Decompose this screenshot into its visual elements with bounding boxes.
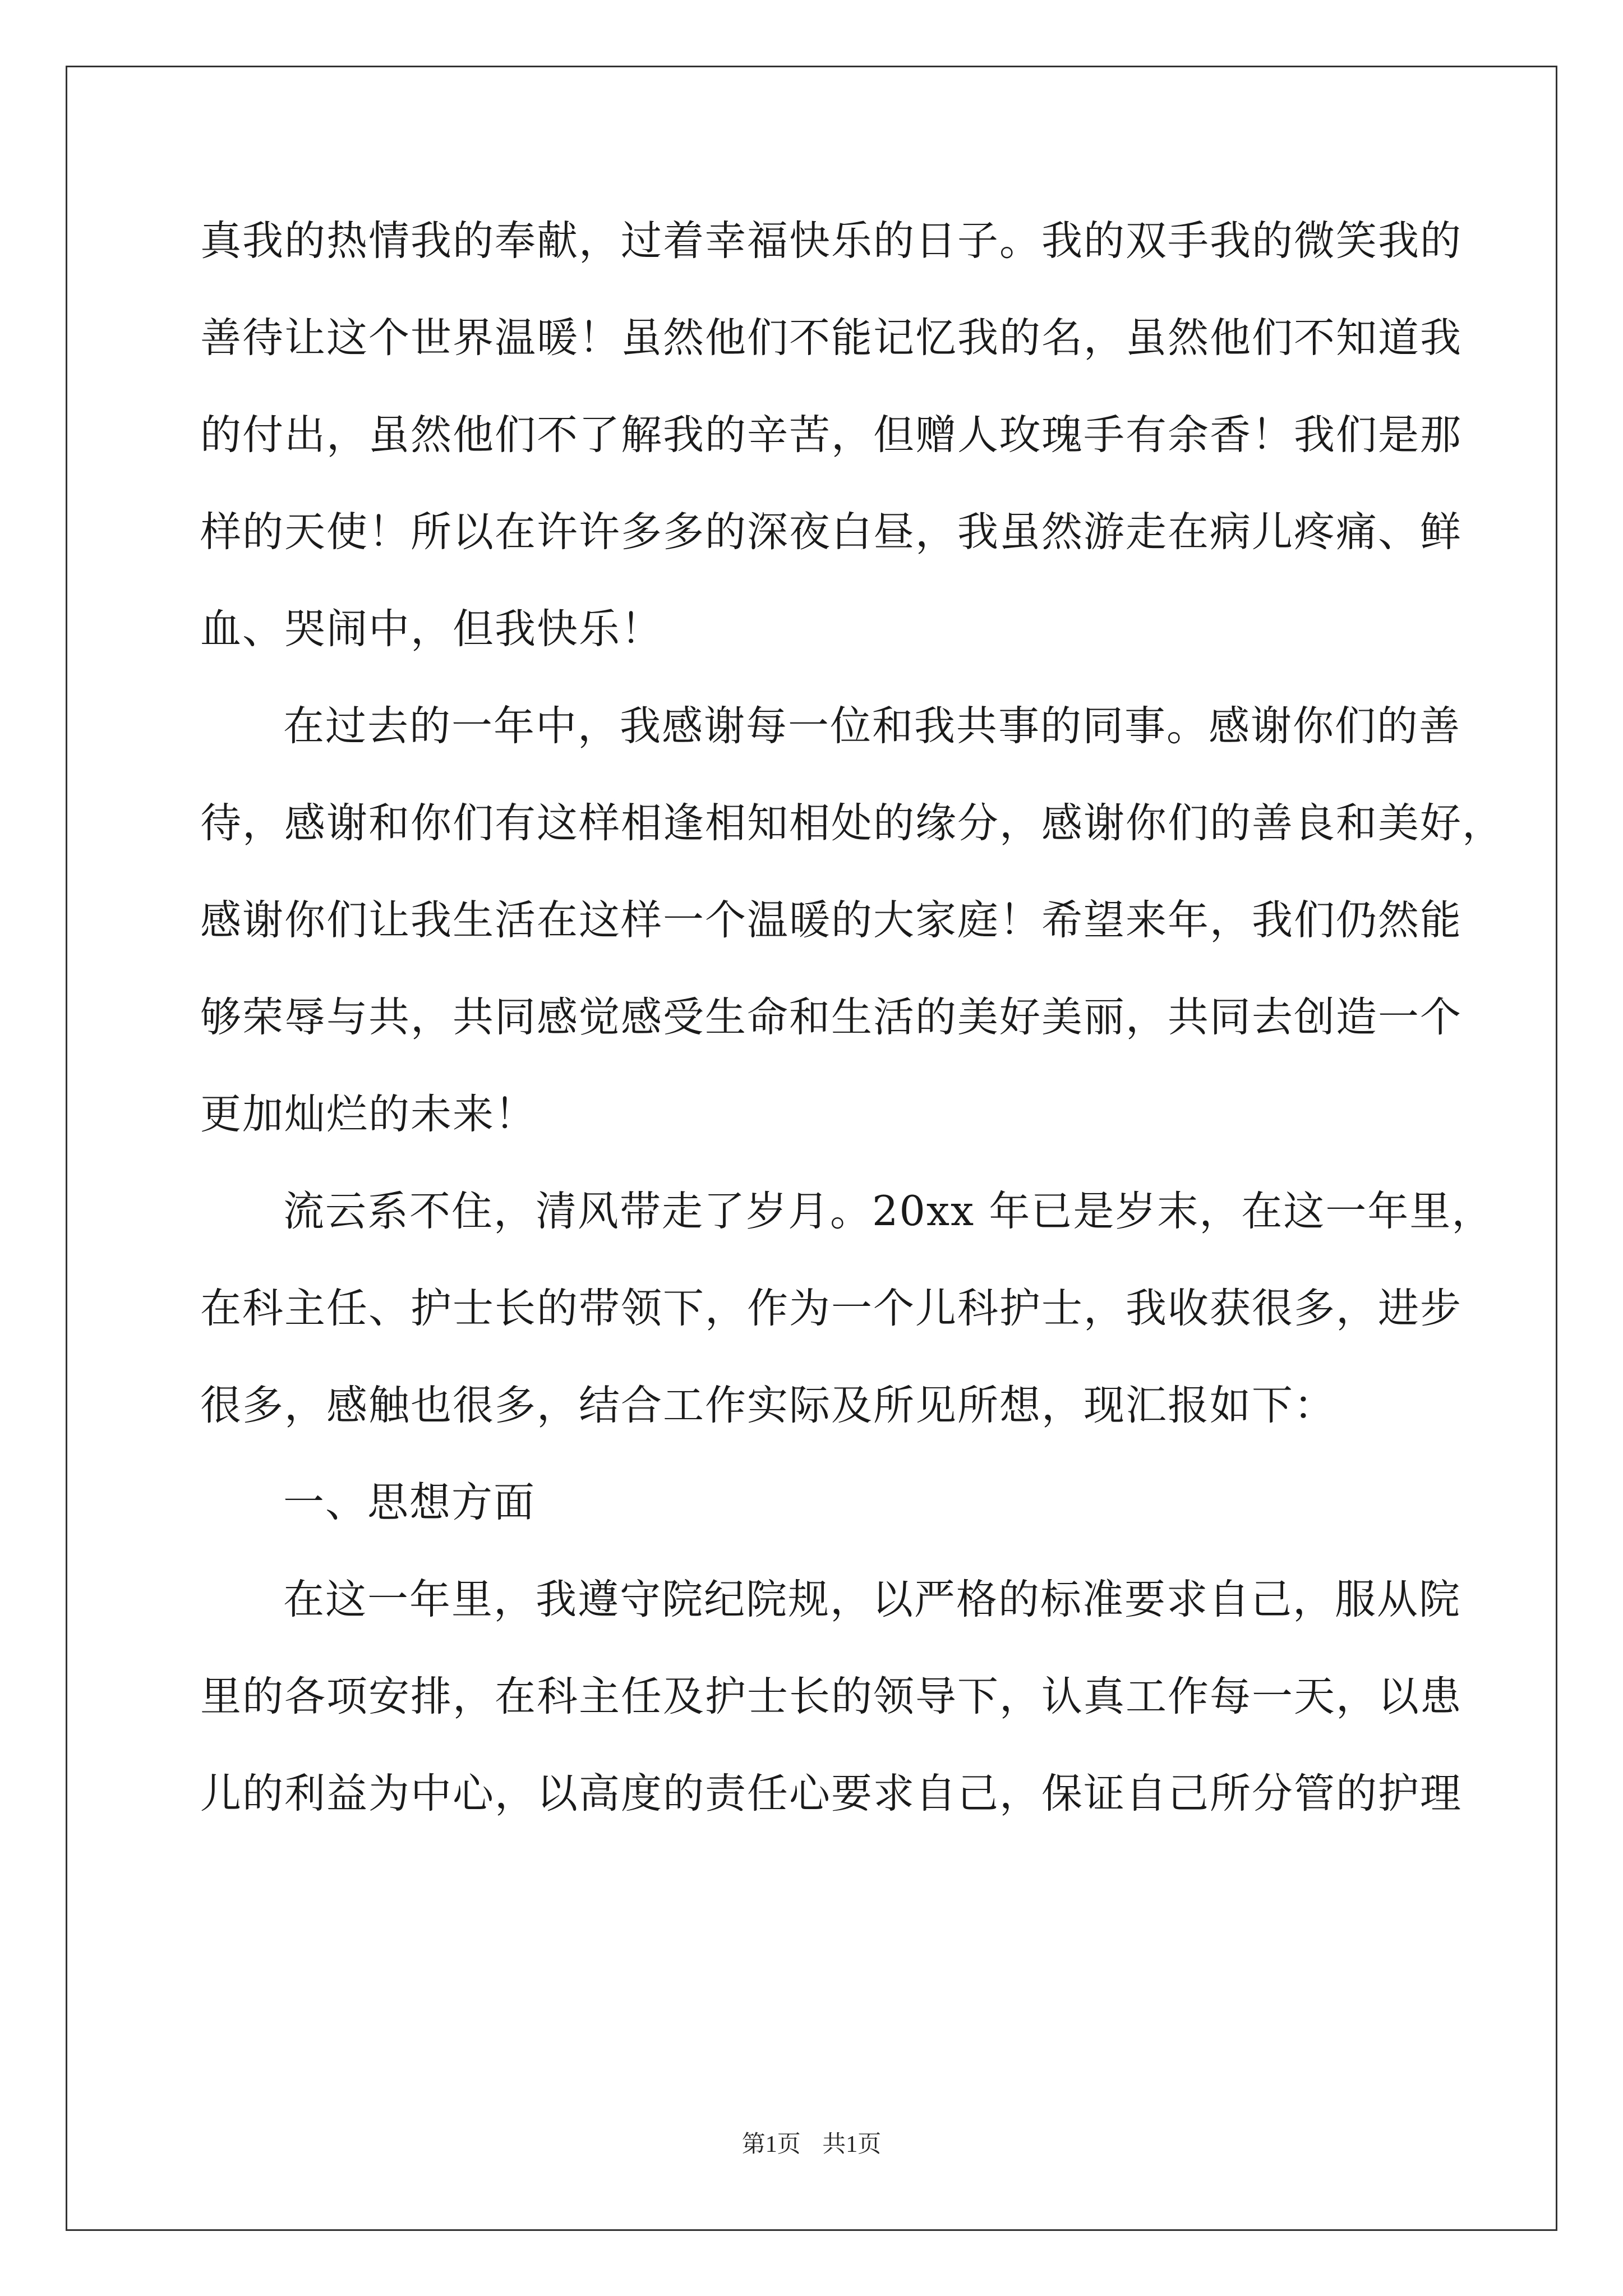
text-line: 更加灿烂的未来！ — [200, 1091, 537, 1138]
page-number: 第1页 — [741, 2132, 801, 2157]
text-line: 够荣辱与共，共同感觉感受生命和生活的美好美丽，共同去创造一个 — [200, 993, 1462, 1041]
text-line: 儿的利益为中心，以高度的责任心要求自己，保证自己所分管的护理 — [200, 1770, 1462, 1818]
paragraph-first-line: 在这一年里，我遵守院纪院规，以严格的标准要求自己，服从院 — [283, 1576, 1461, 1623]
text-line: 很多，感触也很多，结合工作实际及所见所想，现汇报如下： — [200, 1382, 1336, 1429]
text-line: 里的各项安排，在科主任及护士长的领导下，认真工作每一天，以患 — [200, 1673, 1462, 1720]
page-footer — [0, 2129, 1623, 2160]
paragraph-first-line: 流云系不住，清风带走了岁月。20xx 年已是岁末，在这一年里， — [283, 1188, 1494, 1235]
text-line: 善待让这个世界温暖！虽然他们不能记忆我的名，虽然他们不知道我 — [200, 314, 1462, 362]
paragraph-first-line: 在过去的一年中，我感谢每一位和我共事的同事。感谢你们的善 — [283, 702, 1461, 750]
section-heading: 一、思想方面 — [283, 1479, 536, 1526]
text-line: 血、哭闹中，但我快乐！ — [200, 605, 663, 653]
text-line: 样的天使！所以在许许多多的深夜白昼，我虽然游走在病儿疼痛、鲜 — [200, 508, 1462, 556]
page-total: 共1页 — [822, 2132, 882, 2157]
text-line: 在科主任、护士长的带领下，作为一个儿科护士，我收获很多，进步 — [200, 1285, 1462, 1332]
text-line: 真我的热情我的奉献，过着幸福快乐的日子。我的双手我的微笑我的 — [200, 217, 1462, 265]
text-line: 感谢你们让我生活在这样一个温暖的大家庭！希望来年，我们仍然能 — [200, 896, 1462, 944]
text-line: 的付出，虽然他们不了解我的辛苦，但赠人玫瑰手有余香！我们是那 — [200, 411, 1462, 459]
page-border — [66, 66, 1557, 2231]
text-line: 待，感谢和你们有这样相逢相知相处的缘分，感谢你们的善良和美好， — [200, 799, 1504, 847]
